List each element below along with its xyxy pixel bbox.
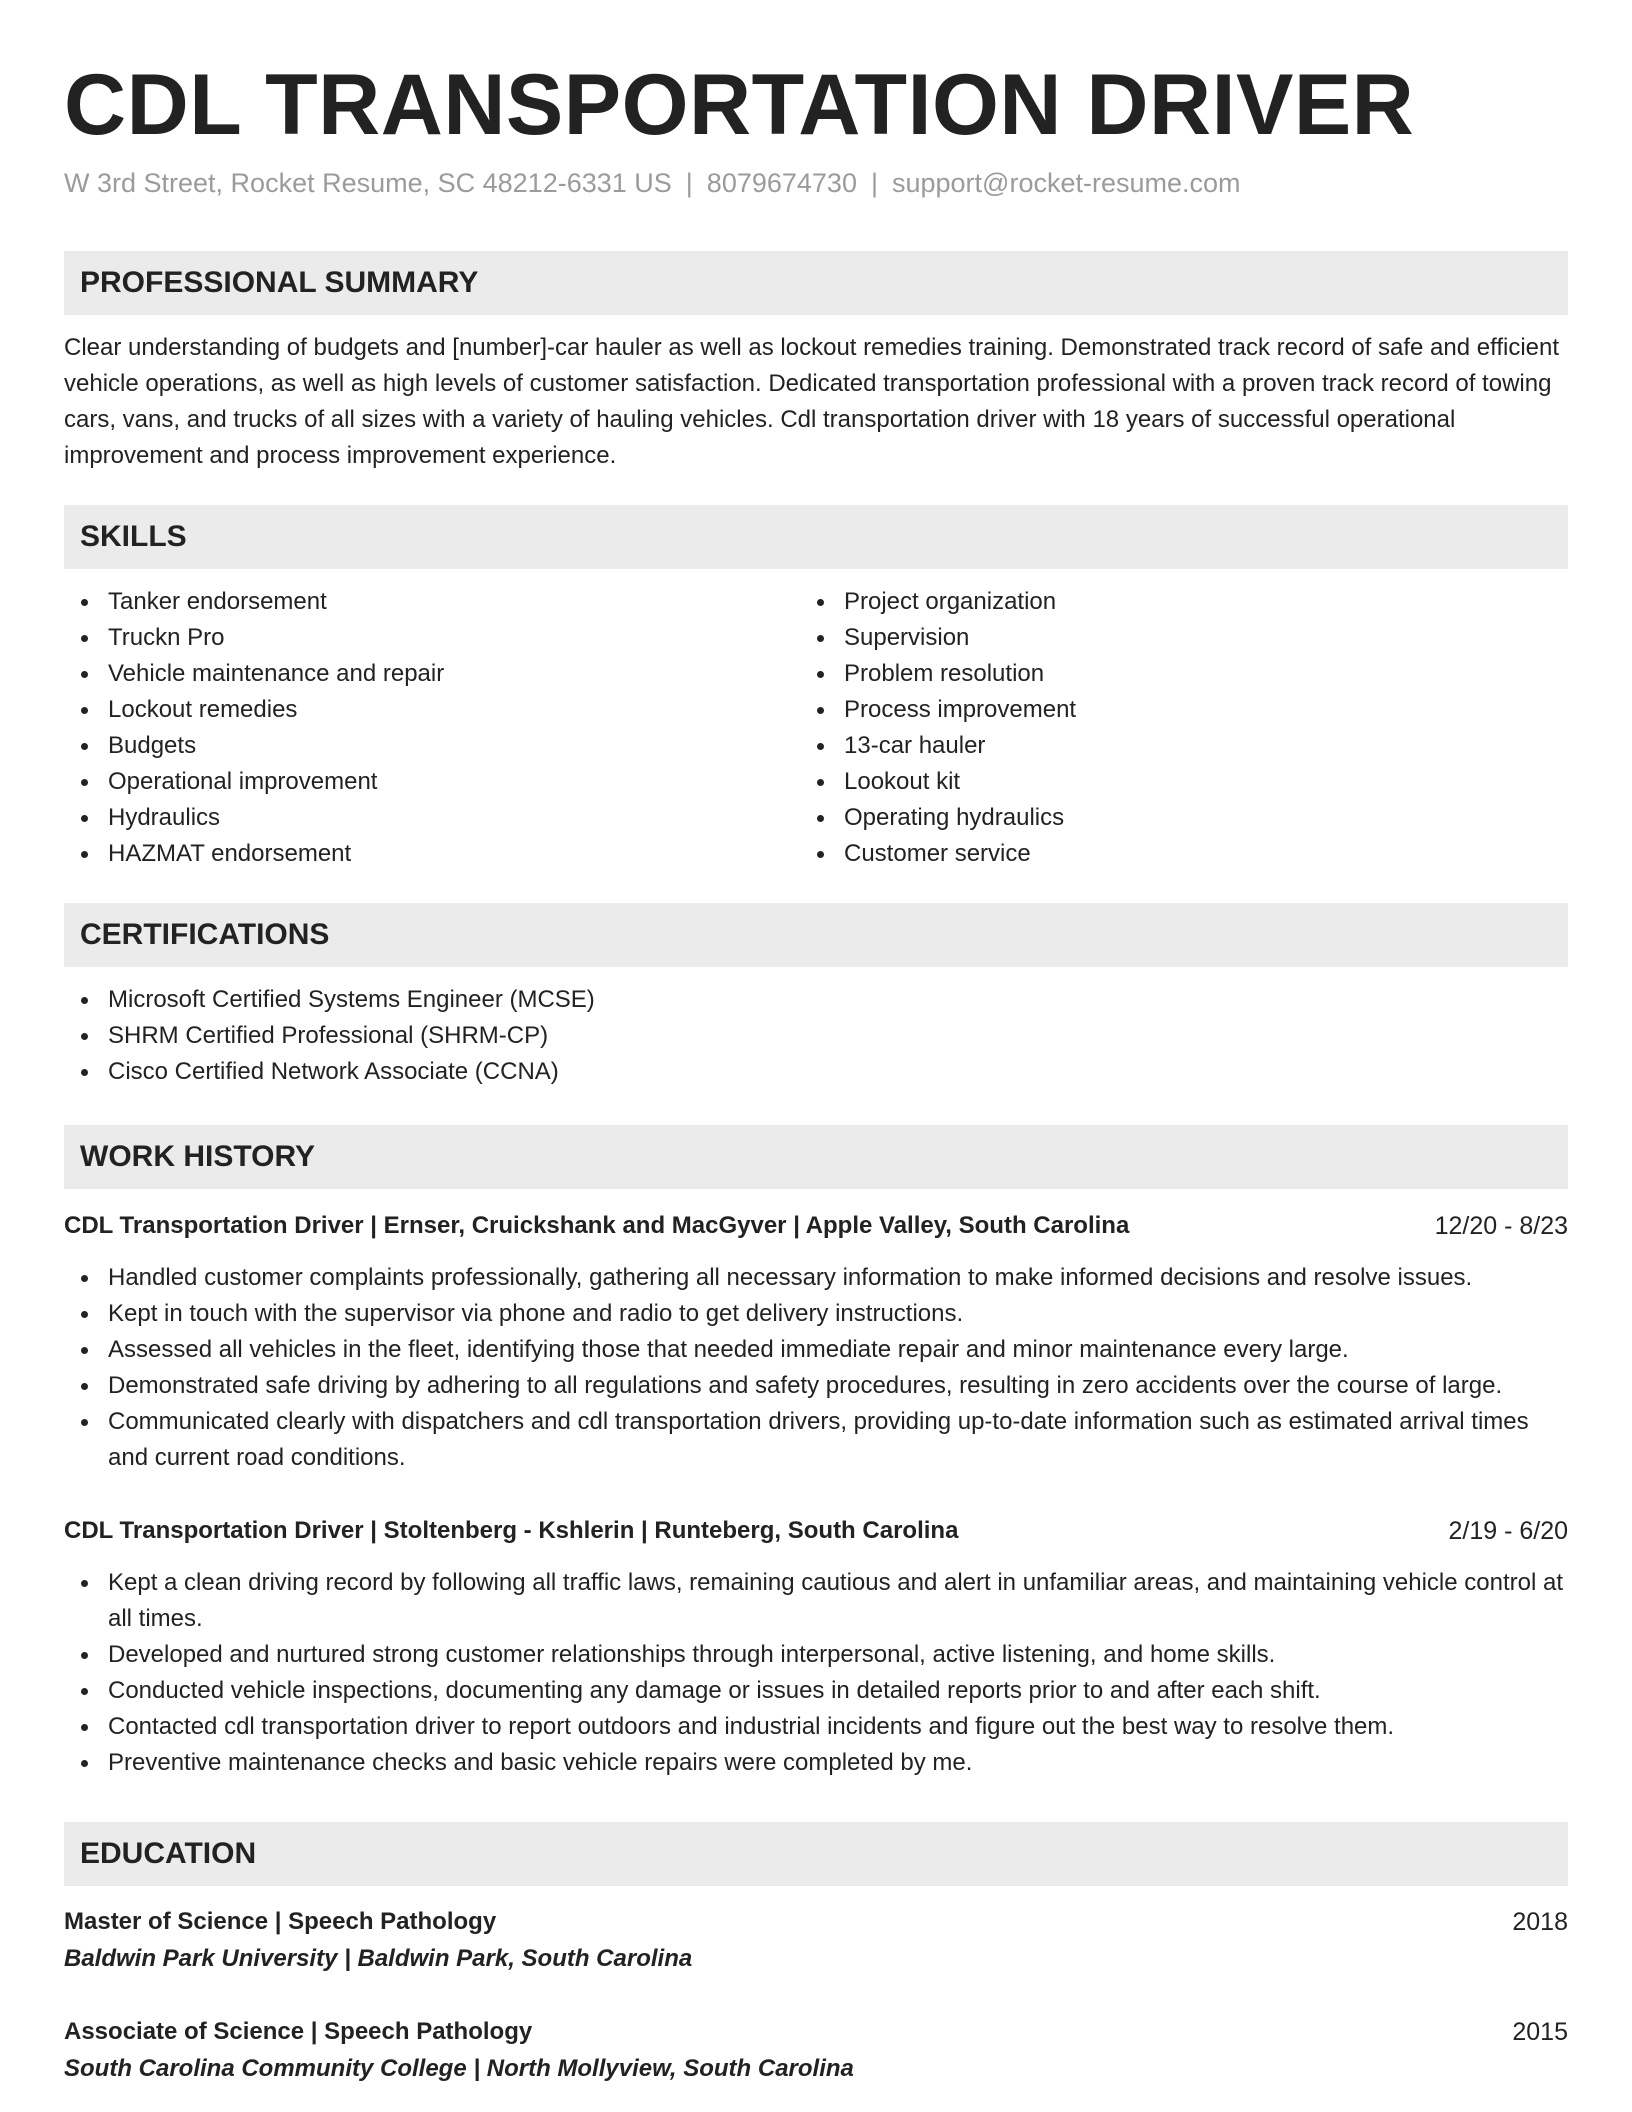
education-header [64, 2012, 1568, 2052]
section-header-summary [64, 251, 1568, 315]
section-title: SKILLS [80, 520, 187, 553]
education-year: 2015 [1512, 2018, 1568, 2046]
section-header-certifications [64, 903, 1568, 967]
resume-name: CDL TRANSPORTATION DRIVER [64, 57, 1415, 153]
job-heading: CDL Transportation Driver | Ernser, Cruickshank and MacGyver | Apple Valley, South Carolina [64, 1212, 1130, 1239]
skill-item: Process improvement [800, 692, 1520, 728]
job-heading: CDL Transportation Driver | Stoltenberg - Kshlerin | Runteberg, South Carolina [64, 1517, 959, 1544]
job-dates: 12/20 - 8/23 [1434, 1212, 1568, 1240]
skill-item: Hydraulics [64, 800, 784, 836]
skill-item: Tanker endorsement [64, 584, 784, 620]
skill-item: Project organization [800, 584, 1520, 620]
skill-item: Operational improvement [64, 764, 784, 800]
section-title: EDUCATION [80, 1837, 257, 1870]
skills-list-right [800, 584, 1520, 872]
contact-address: W 3rd Street, Rocket Resume, SC 48212-6331 US [64, 168, 672, 198]
skill-item: Operating hydraulics [800, 800, 1520, 836]
skill-item: Lookout kit [800, 764, 1520, 800]
section-title: CERTIFICATIONS [80, 918, 330, 951]
contact-phone: 8079674730 [706, 168, 857, 198]
skill-item: Supervision [800, 620, 1520, 656]
skill-item: Customer service [800, 836, 1520, 872]
section-title: WORK HISTORY [80, 1140, 316, 1173]
skill-item: 13-car hauler [800, 728, 1520, 764]
job-bullet: Conducted vehicle inspections, documenting any damage or issues in detailed reports prior to and after each shift. [64, 1673, 1568, 1709]
contact-separator: | [870, 168, 878, 198]
skill-item: Lockout remedies [64, 692, 784, 728]
certifications-list [64, 982, 1568, 1090]
education-degree: Master of Science | Speech Pathology [64, 1908, 497, 1935]
job-bullet: Preventive maintenance checks and basic vehicle repairs were completed by me. [64, 1745, 1568, 1781]
certification-item: SHRM Certified Professional (SHRM-CP) [64, 1018, 1568, 1054]
job-bullet: Handled customer complaints professionally, gathering all necessary information to make informed decisions and resolve issues. [64, 1260, 1568, 1296]
certification-item: Cisco Certified Network Associate (CCNA) [64, 1054, 1568, 1090]
skill-item: HAZMAT endorsement [64, 836, 784, 872]
job-bullets [64, 1565, 1568, 1781]
contact-line [64, 165, 1241, 201]
job-bullet: Kept in touch with the supervisor via phone and radio to get delivery instructions. [64, 1296, 1568, 1332]
skill-item: Budgets [64, 728, 784, 764]
job-bullet: Contacted cdl transportation driver to report outdoors and industrial incidents and figure out the best way to resolve them. [64, 1709, 1568, 1745]
job-bullet: Communicated clearly with dispatchers and cdl transportation drivers, providing up-to-date information such as estimated arrival times and current road conditions. [64, 1404, 1568, 1476]
skill-item: Problem resolution [800, 656, 1520, 692]
skills-list-left [64, 584, 784, 872]
summary-text: Clear understanding of budgets and [number]-car hauler as well as lockout remedies training. Demonstrated track record of safe and efficient vehicle operations, as well as high levels of customer satisfaction. Dedicated transportation professional with a proven track record of towing cars, vans, and trucks of all sizes with a variety of hauling vehicles. Cdl transportation driver with 18 years of successful operational improvement and process improvement experience. [64, 334, 1560, 469]
contact-separator: | [685, 168, 693, 198]
education-degree: Associate of Science | Speech Pathology [64, 2018, 533, 2045]
job-header [64, 1511, 1568, 1551]
skill-item: Truckn Pro [64, 620, 784, 656]
certification-item: Microsoft Certified Systems Engineer (MCSE) [64, 982, 1568, 1018]
job-bullet: Demonstrated safe driving by adhering to all regulations and safety procedures, resulting in zero accidents over the course of large. [64, 1368, 1568, 1404]
job-header [64, 1206, 1568, 1246]
section-header-education [64, 1822, 1568, 1886]
contact-email: support@rocket-resume.com [891, 168, 1241, 198]
education-year: 2018 [1512, 1908, 1568, 1936]
section-header-skills [64, 505, 1568, 569]
education-school: Baldwin Park University | Baldwin Park, South Carolina [64, 1945, 693, 1972]
education-school: South Carolina Community College | North Mollyview, South Carolina [64, 2055, 854, 2082]
job-bullets [64, 1260, 1568, 1476]
section-header-work-history [64, 1125, 1568, 1189]
education-header [64, 1902, 1568, 1942]
job-bullet: Kept a clean driving record by following all traffic laws, remaining cautious and alert in unfamiliar areas, and maintaining vehicle control at all times. [64, 1565, 1568, 1637]
job-bullet: Developed and nurtured strong customer relationships through interpersonal, active listening, and home skills. [64, 1637, 1568, 1673]
job-bullet: Assessed all vehicles in the fleet, identifying those that needed immediate repair and minor maintenance every large. [64, 1332, 1568, 1368]
skill-item: Vehicle maintenance and repair [64, 656, 784, 692]
job-dates: 2/19 - 6/20 [1448, 1517, 1568, 1545]
section-title: PROFESSIONAL SUMMARY [80, 266, 479, 299]
